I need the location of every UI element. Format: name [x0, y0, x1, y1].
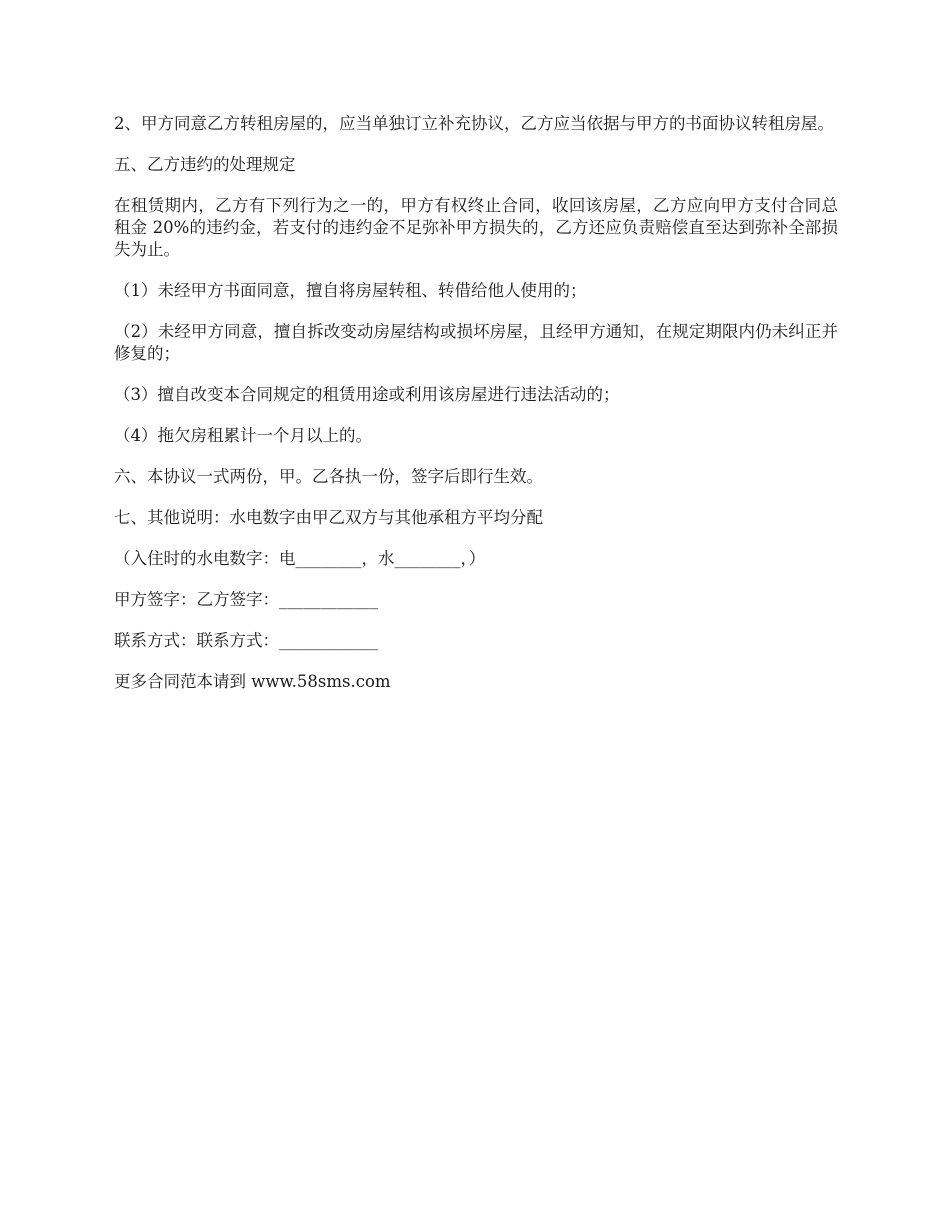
clause-copies: 六、本协议一式两份，甲。乙各执一份，签字后即行生效。 [114, 467, 543, 486]
footer-more-templates: 更多合同范本请到 www.58sms.com [114, 672, 391, 691]
clause-breach-penalty: 在租赁期内，乙方有下列行为之一的，甲方有权终止合同，收回该房屋，乙方应向甲方支付合同总租金 20%的违约金，若支付的违约金不足弥补甲方损失的，乙方还应负责赔偿直至达到弥补全部损失为止。 [114, 196, 838, 259]
clause-sublet-agreement: 2、甲方同意乙方转租房屋的，应当单独订立补充协议，乙方应当依据与甲方的书面协议转租房屋。 [114, 114, 834, 133]
signature-line: 甲方签字：乙方签字：____________ [114, 590, 378, 609]
contact-line: 联系方式：联系方式：____________ [114, 631, 378, 650]
clause-other-notes: 七、其他说明：水电数字由甲乙双方与其他承租方平均分配 [114, 508, 543, 527]
breach-item-2: （2）未经甲方同意，擅自拆改变动房屋结构或损坏房屋，且经甲方通知，在规定期限内仍未纠正并修复的； [114, 322, 838, 363]
document-body [114, 113, 838, 712]
breach-item-4: （4）拖欠房租累计一个月以上的。 [114, 426, 372, 445]
utility-readings-line: （入住时的水电数字：电________，水________，） [114, 549, 486, 568]
breach-item-1: （1）未经甲方书面同意，擅自将房屋转租、转借给他人使用的； [114, 281, 587, 300]
breach-item-3: （3）擅自改变本合同规定的租赁用途或利用该房屋进行违法活动的； [114, 385, 620, 404]
section-heading-breach: 五、乙方违约的处理规定 [114, 155, 296, 174]
